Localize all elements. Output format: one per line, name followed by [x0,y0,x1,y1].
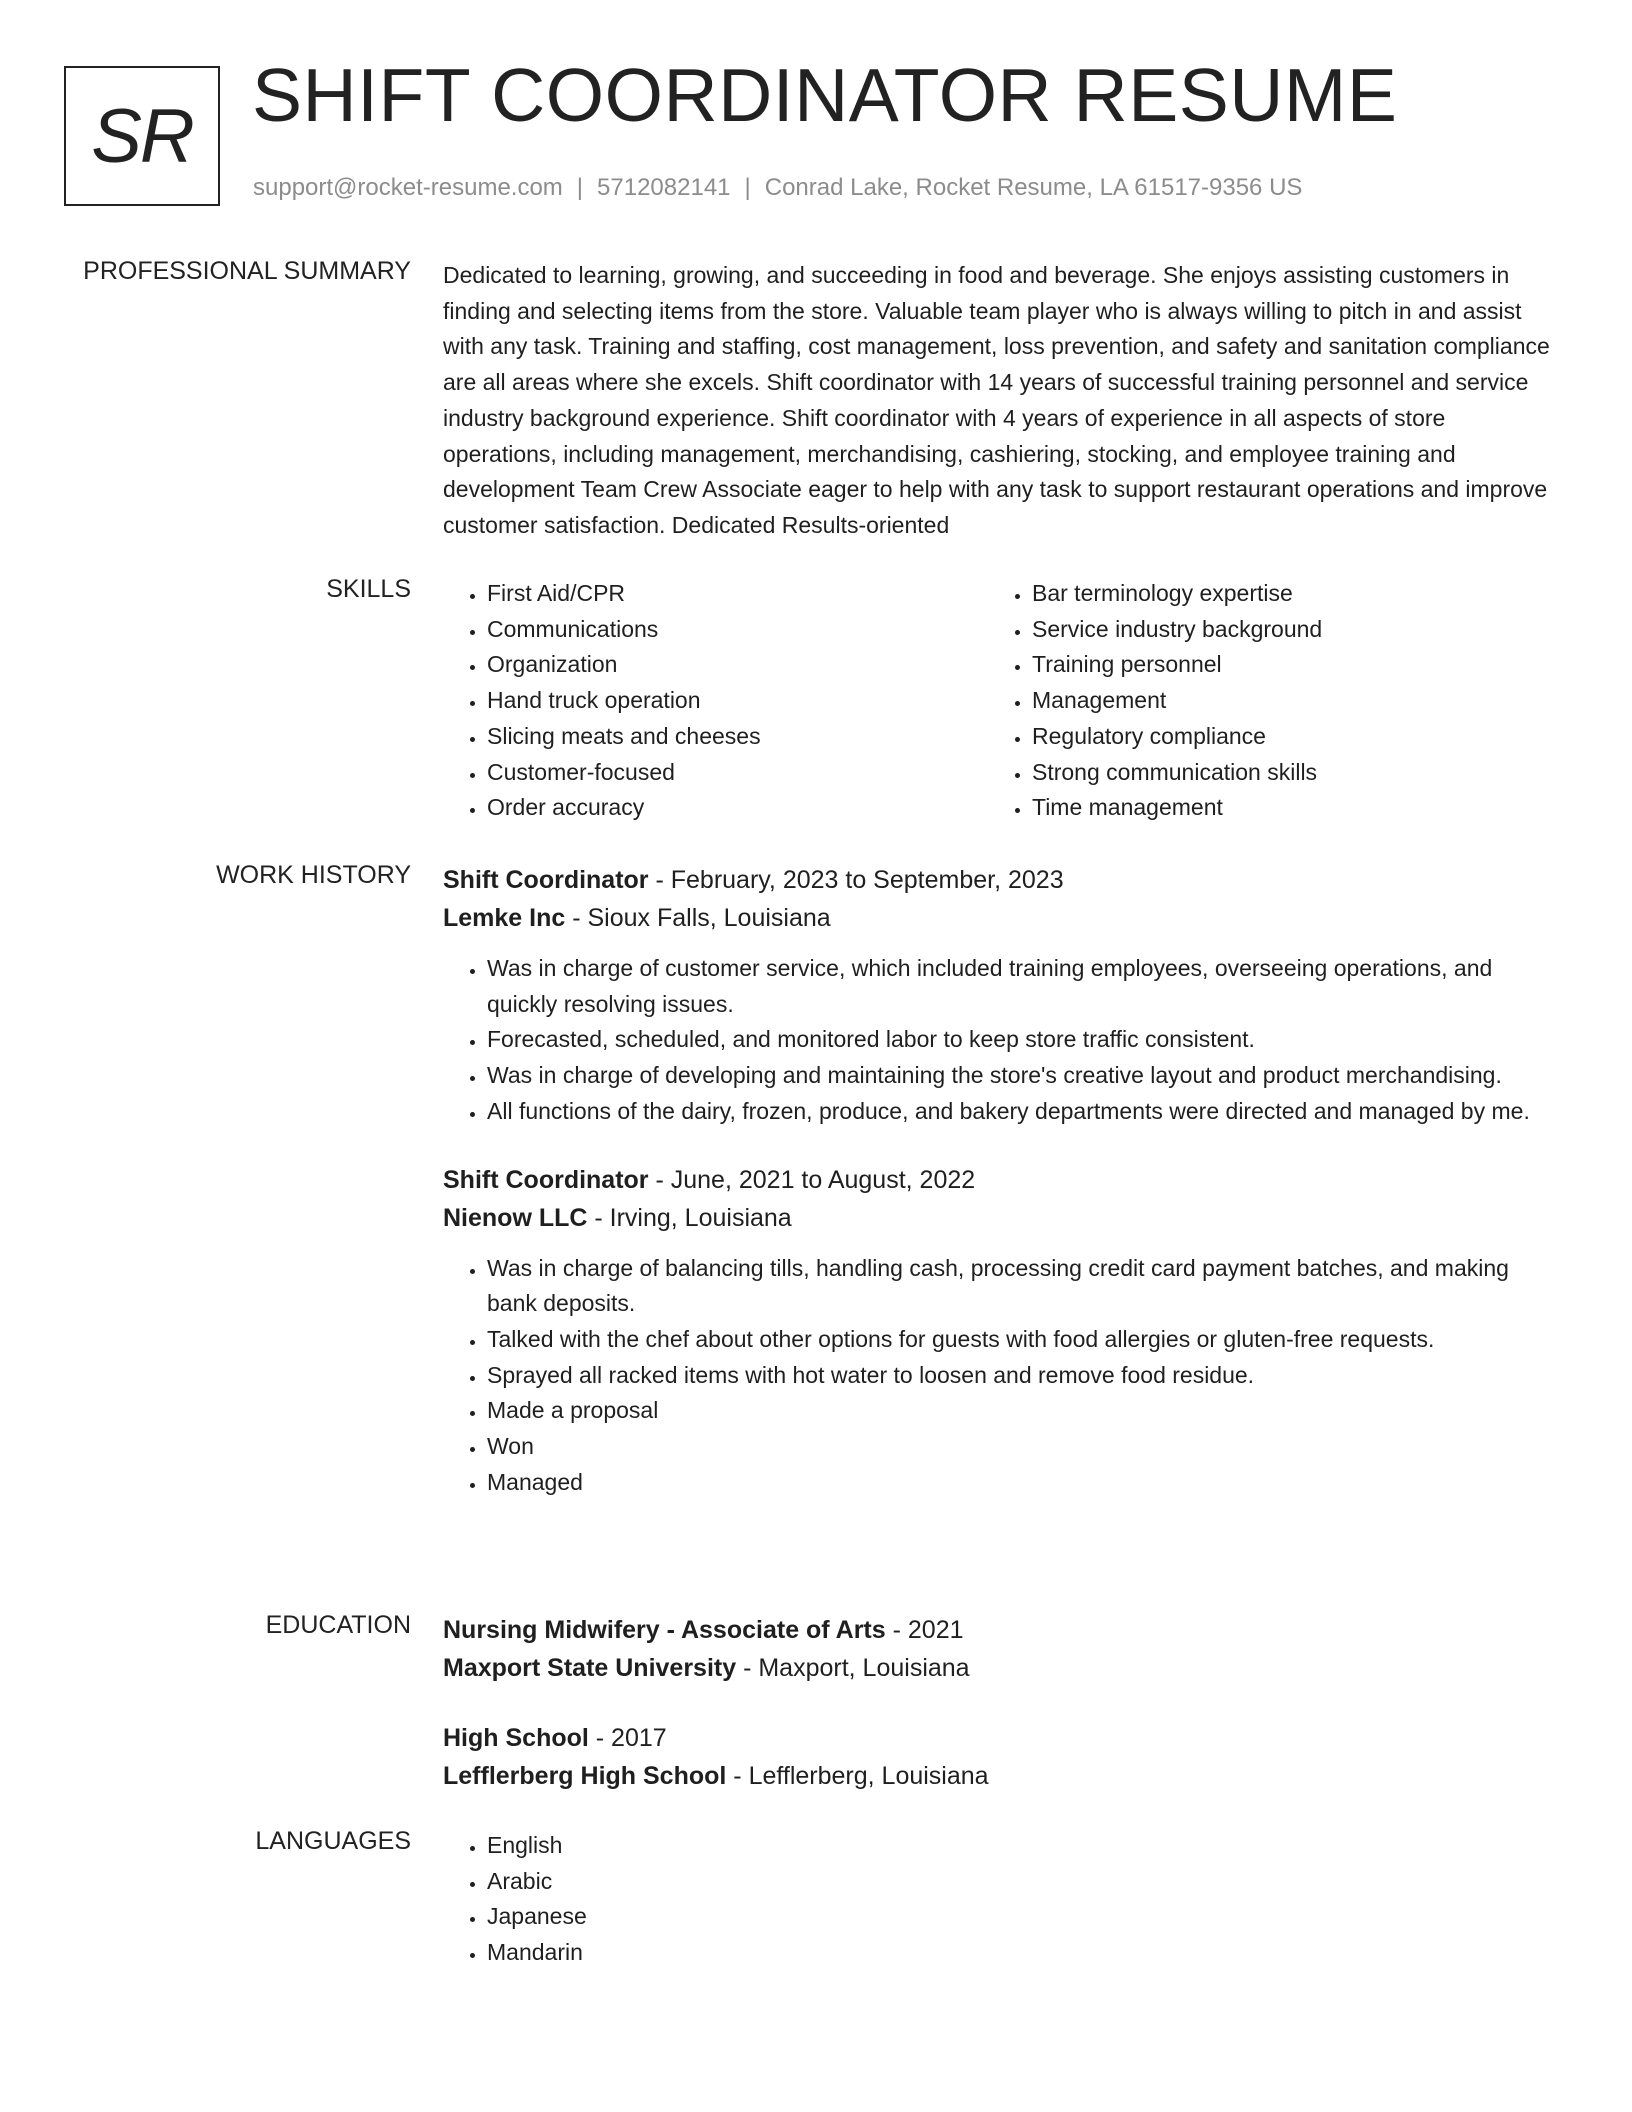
job-duty: • Was in charge of customer service, which included training employees, overseeing operations, and quickly resolving issues. [487,951,1553,1022]
education-entry [443,1719,1553,1795]
job-duty: • Was in charge of developing and maintaining the store's creative layout and product merchandising. [487,1058,1553,1094]
education-year: - 2017 [588,1724,667,1752]
skills-list-right [988,576,1533,826]
education-degree-line [443,1719,1553,1757]
job-title: Shift Coordinator [443,866,649,894]
education-school-line [443,1757,1553,1795]
education-degree: Nursing Midwifery - Associate of Arts [443,1616,886,1644]
job-duties [443,1251,1553,1501]
language-item: • Mandarin [487,1935,1553,1971]
skill-item: • Regulatory compliance [1032,719,1533,755]
skill-item: • Communications [487,612,988,648]
section-label-languages: LANGUAGES [255,1827,411,1855]
education-location: - Lefflerberg, Louisiana [726,1762,989,1790]
job-duty: • Talked with the chef about other options for guests with food allergies or gluten-free requests. [487,1322,1553,1358]
education-year: - 2021 [885,1616,964,1644]
skill-item: • Time management [1032,790,1533,826]
skill-item: • Customer-focused [487,755,988,791]
job-company-line [443,899,1553,937]
skill-item: • First Aid/CPR [487,576,988,612]
job-company: Lemke Inc [443,904,566,932]
job-dates: - February, 2023 to September, 2023 [648,866,1064,894]
job-dates: - June, 2021 to August, 2022 [648,1165,976,1194]
skill-item: • Management [1032,683,1533,719]
education-school: Maxport State University [443,1654,737,1682]
job-duty: • Forecasted, scheduled, and monitored labor to keep store traffic consistent. [487,1022,1553,1058]
skill-item: • Hand truck operation [487,683,988,719]
skill-item: • Slicing meats and cheeses [487,719,988,755]
education-entry [443,1611,1553,1687]
section-label-skills: SKILLS [326,575,411,603]
contact-email[interactable]: support@rocket-resume.com [253,174,563,201]
monogram-logo: SR [64,66,220,206]
job-location: - Sioux Falls, Louisiana [565,904,831,932]
skills-list-left [443,576,988,826]
separator: | [744,174,751,201]
languages-body [443,1828,1553,1971]
section-label-education: EDUCATION [265,1611,411,1639]
skill-item: • Organization [487,647,988,683]
job-location: - Irving, Louisiana [587,1203,792,1232]
language-item: • Arabic [487,1864,1553,1900]
languages-list [443,1828,1553,1971]
education-school-line [443,1649,1553,1687]
job-duty: • Won [487,1429,1553,1465]
contact-phone[interactable]: 5712082141 [597,174,731,201]
skills-body [443,576,1553,826]
section-label-summary: PROFESSIONAL SUMMARY [83,257,411,285]
education-school: Lefflerberg High School [443,1762,727,1790]
summary-text: Dedicated to learning, growing, and succeeding in food and beverage. She enjoys assisting customers in finding and selecting items from the store. Valuable team player who is always willing to pitch in and assist with any task. Training and staffing, cost management, loss prevention, and safety and sanitation compliance are all areas where she excels. Shift coordinator with 14 years of successful training personnel and service industry background experience. Shift coordinator with 4 years of experience in all aspects of store operations, including management, merchandising, cashiering, stocking, and employee training and development Team Crew Associate eager to help with any task to support restaurant operations and improve customer satisfaction. Dedicated Results-oriented [443,262,1550,538]
education-degree-line [443,1611,1553,1649]
skill-item: • Training personnel [1032,647,1533,683]
job-heading [443,861,1553,899]
job-entry [443,861,1553,1130]
job-entry [443,1161,1553,1501]
language-item: • Japanese [487,1899,1553,1935]
job-duty: • All functions of the dairy, frozen, produce, and bakery departments were directed and managed by me. [487,1094,1553,1130]
job-title: Shift Coordinator [443,1165,649,1194]
skill-item: • Bar terminology expertise [1032,576,1533,612]
skill-item: • Strong communication skills [1032,755,1533,791]
job-duty: • Managed [487,1465,1553,1501]
job-heading [443,1161,1553,1199]
job-duty: • Was in charge of balancing tills, handling cash, processing credit card payment batches, and making bank deposits. [487,1251,1553,1322]
work-history-body [443,861,1553,1500]
job-duty: • Sprayed all racked items with hot water to loosen and remove food residue. [487,1358,1553,1394]
education-body [443,1611,1553,1795]
separator: | [576,174,584,201]
page-title: SHIFT COORDINATOR RESUME [252,53,1398,137]
education-degree: High School [443,1724,589,1752]
job-company: Nienow LLC [443,1203,588,1232]
language-item: • English [487,1828,1553,1864]
contact-line [253,174,1302,202]
section-label-work-history: WORK HISTORY [216,861,411,889]
skill-item: • Order accuracy [487,790,988,826]
education-location: - Maxport, Louisiana [736,1654,970,1682]
job-duties [443,951,1553,1130]
contact-address: Conrad Lake, Rocket Resume, LA 61517-9356 US [764,174,1303,201]
job-company-line [443,1199,1553,1237]
skill-item: • Service industry background [1032,612,1533,648]
job-duty: • Made a proposal [487,1393,1553,1429]
